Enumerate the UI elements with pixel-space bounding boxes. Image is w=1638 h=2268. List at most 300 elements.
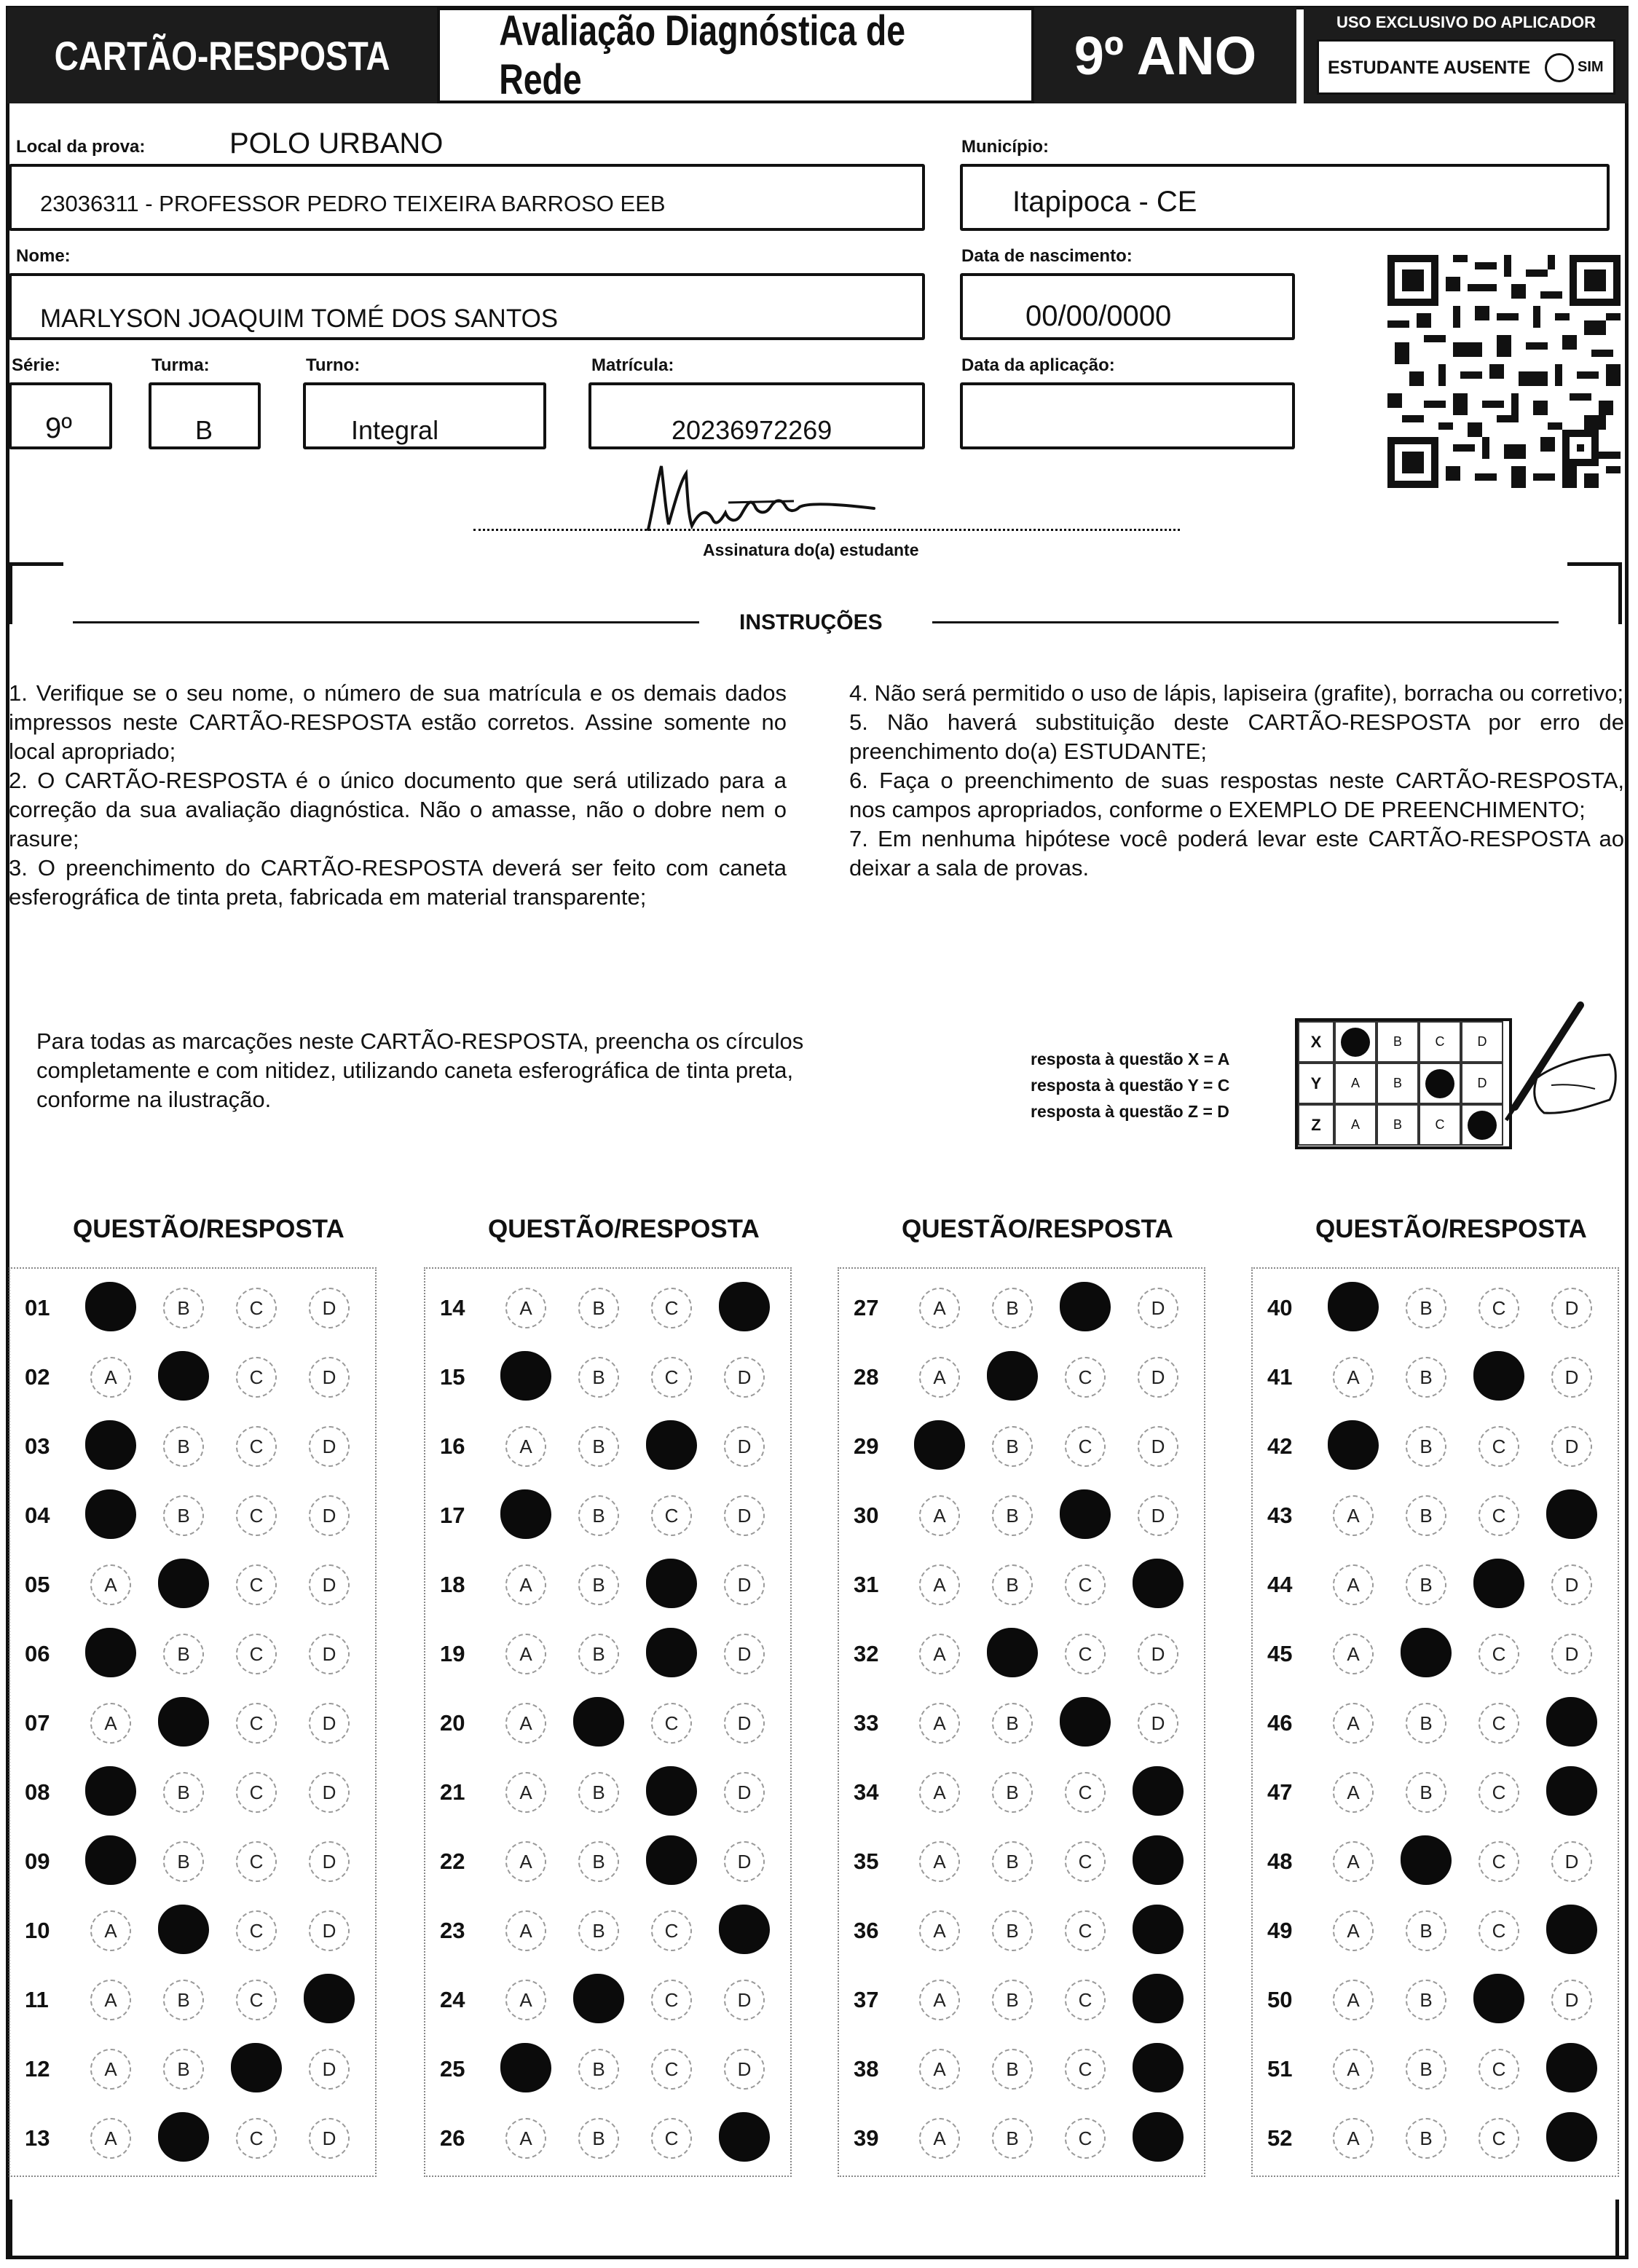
question-row (839, 1273, 1204, 1342)
answer-bubble[interactable]: C (236, 1634, 277, 1674)
answer-bubble-filled[interactable] (158, 1351, 209, 1401)
answer-bubble[interactable]: B (1406, 1564, 1446, 1605)
answer-bubble[interactable]: D (724, 1564, 765, 1605)
question-number: 15 (440, 1364, 465, 1390)
question-number: 24 (440, 1987, 465, 2012)
answer-bubble-filled[interactable] (1546, 1905, 1597, 1954)
answer-bubble-filled[interactable] (719, 1282, 770, 1331)
answer-bubble[interactable]: B (578, 1357, 619, 1398)
answer-bubble[interactable]: C (1065, 1564, 1106, 1605)
instruction-4: 4. Não será permitido o uso de lápis, lapiseira (grafite), borracha ou corretivo; (849, 680, 1624, 706)
answer-bubble-filled[interactable] (85, 1766, 136, 1816)
answer-bubble-filled[interactable] (1546, 1697, 1597, 1747)
answer-bubble[interactable]: C (1478, 1772, 1519, 1813)
answer-bubble[interactable]: C (236, 1288, 277, 1328)
answer-bubble[interactable]: B (163, 1495, 204, 1536)
answer-bubble[interactable]: C (651, 1980, 692, 2020)
answer-bubble[interactable]: D (309, 1426, 350, 1467)
answer-bubble[interactable]: B (992, 2118, 1033, 2159)
answer-bubble[interactable]: A (505, 1634, 546, 1674)
answer-bubble[interactable]: A (919, 1634, 960, 1674)
answer-bubble[interactable]: A (1333, 2049, 1374, 2090)
question-row (425, 1827, 790, 1896)
answer-bubble-filled[interactable] (1473, 1559, 1524, 1608)
answer-bubble[interactable]: D (1138, 1495, 1178, 1536)
answer-bubble[interactable]: B (1406, 1288, 1446, 1328)
answer-bubble[interactable]: A (919, 1495, 960, 1536)
bracket-bottom-left (9, 2200, 12, 2259)
answer-bubble[interactable]: B (992, 1980, 1033, 2020)
turno-label: Turno: (306, 355, 361, 375)
answer-bubble-filled[interactable] (1060, 1282, 1111, 1331)
question-number: 09 (25, 1848, 50, 1874)
example-option-letter: B (1393, 1117, 1402, 1132)
answer-bubble[interactable]: B (578, 2049, 619, 2090)
example-line-y: resposta à questão Y = C (1031, 1076, 1230, 1095)
answer-bubble[interactable]: D (309, 1910, 350, 1951)
answer-bubble[interactable]: D (309, 1634, 350, 1674)
answer-bubble[interactable]: A (919, 1841, 960, 1882)
answer-bubble[interactable]: D (724, 1426, 765, 1467)
answer-bubble[interactable]: A (505, 1841, 546, 1882)
example-option-cell (1334, 1021, 1377, 1063)
example-option-letter: D (1477, 1076, 1487, 1090)
answer-bubble-filled[interactable] (158, 1697, 209, 1747)
answer-bubble[interactable]: C (1065, 1634, 1106, 1674)
answer-bubble[interactable]: C (651, 1288, 692, 1328)
answer-bubble[interactable]: B (1406, 1772, 1446, 1813)
exam-title: Avaliação Diagnóstica de Rede (437, 7, 1034, 103)
answer-bubble[interactable]: B (1406, 1426, 1446, 1467)
answer-bubble[interactable]: C (651, 1910, 692, 1951)
example-table (1295, 1018, 1512, 1149)
answers-header: QUESTÃO/RESPOSTA (73, 1215, 344, 1243)
question-number: 05 (25, 1572, 50, 1597)
answer-bubble[interactable]: A (90, 1703, 131, 1744)
answer-bubble-filled[interactable] (500, 2043, 551, 2092)
applicator-title: USO EXCLUSIVO DO APLICADOR (1336, 13, 1596, 31)
answer-bubble[interactable]: B (992, 1564, 1033, 1605)
answer-bubble-filled[interactable] (719, 2112, 770, 2162)
answer-bubble[interactable]: C (1478, 1703, 1519, 1744)
instruction-7: 7. Em nenhuma hipótese você poderá levar este CARTÃO-RESPOSTA ao deixar a sala de provas. (849, 826, 1624, 881)
question-row (839, 1550, 1204, 1619)
question-number: 46 (1267, 1710, 1293, 1736)
answer-bubble[interactable]: C (236, 1980, 277, 2020)
answer-bubble[interactable]: A (90, 1564, 131, 1605)
aplicacao-box (960, 382, 1295, 449)
answer-bubble[interactable]: B (992, 1841, 1033, 1882)
question-number: 22 (440, 1848, 465, 1874)
answer-bubble[interactable]: C (1065, 1357, 1106, 1398)
answer-bubble[interactable]: C (1065, 1980, 1106, 2020)
answer-bubble[interactable]: C (1478, 2118, 1519, 2159)
answer-bubble-filled[interactable] (231, 2043, 282, 2092)
answer-bubble[interactable]: A (919, 1910, 960, 1951)
answer-bubble[interactable]: B (992, 1288, 1033, 1328)
answer-bubble-filled[interactable] (1328, 1282, 1379, 1331)
question-number: 49 (1267, 1918, 1293, 1943)
answer-bubble[interactable]: B (1406, 2049, 1446, 2090)
answer-bubble[interactable]: C (1478, 1495, 1519, 1536)
answer-bubble[interactable]: D (724, 1772, 765, 1813)
question-number: 44 (1267, 1572, 1293, 1597)
answer-bubble[interactable]: A (919, 2049, 960, 2090)
answer-bubble[interactable]: D (724, 1703, 765, 1744)
question-row (10, 2034, 375, 2103)
question-number: 43 (1267, 1503, 1293, 1528)
answer-bubble-filled[interactable] (1133, 2112, 1184, 2162)
answer-bubble[interactable]: D (1138, 1703, 1178, 1744)
answer-bubble[interactable]: C (236, 2118, 277, 2159)
answer-bubble[interactable]: B (1406, 2118, 1446, 2159)
answer-bubble[interactable]: C (1065, 1910, 1106, 1951)
answer-bubble-filled[interactable] (158, 2112, 209, 2162)
answer-bubble[interactable]: B (578, 2118, 619, 2159)
example-option-cell (1334, 1104, 1377, 1146)
local-value: POLO URBANO (229, 127, 444, 160)
answer-bubble[interactable]: C (651, 1357, 692, 1398)
answer-bubble[interactable]: C (651, 1703, 692, 1744)
question-number: 38 (854, 2056, 879, 2082)
question-row (10, 1827, 375, 1896)
answer-bubble-filled[interactable] (1546, 2043, 1597, 2092)
answer-bubble-filled[interactable] (1133, 1559, 1184, 1608)
answer-bubble[interactable]: B (578, 1634, 619, 1674)
answer-bubble[interactable]: A (505, 2118, 546, 2159)
example-option-cell (1377, 1104, 1419, 1146)
answer-bubble[interactable]: D (309, 2049, 350, 2090)
matricula-label: Matrícula: (591, 355, 674, 375)
question-number: 36 (854, 1918, 879, 1943)
answer-bubble-filled[interactable] (646, 1628, 697, 1677)
answer-bubble[interactable]: A (919, 1703, 960, 1744)
answer-bubble-filled[interactable] (158, 1905, 209, 1954)
answer-bubble[interactable]: B (1406, 1980, 1446, 2020)
question-number: 07 (25, 1710, 50, 1736)
answer-bubble[interactable]: A (505, 1772, 546, 1813)
answer-bubble[interactable]: B (578, 1841, 619, 1882)
answer-bubble[interactable]: D (309, 1357, 350, 1398)
bracket-left (9, 562, 63, 624)
answer-bubble-filled[interactable] (1401, 1835, 1452, 1885)
answer-bubble[interactable]: D (309, 2118, 350, 2159)
question-row (10, 1619, 375, 1688)
question-number: 26 (440, 2125, 465, 2151)
question-number: 04 (25, 1503, 50, 1528)
municipio-value: Itapipoca - CE (1012, 186, 1197, 218)
answer-bubble[interactable]: C (236, 1841, 277, 1882)
question-number: 18 (440, 1572, 465, 1597)
answer-bubble-filled[interactable] (646, 1559, 697, 1608)
answer-bubble-filled[interactable] (1328, 1420, 1379, 1470)
answer-bubble[interactable]: B (992, 1703, 1033, 1744)
answer-bubble[interactable]: D (309, 1495, 350, 1536)
question-row (10, 1411, 375, 1481)
answer-bubble-filled[interactable] (987, 1351, 1038, 1401)
answer-bubble[interactable]: A (1333, 1772, 1374, 1813)
absent-box (1317, 39, 1615, 95)
answer-bubble[interactable]: A (505, 1564, 546, 1605)
answer-column (424, 1267, 792, 2177)
answer-bubble[interactable]: B (163, 1980, 204, 2020)
answer-bubble[interactable]: D (1138, 1634, 1178, 1674)
example-option-cell (1377, 1021, 1419, 1063)
answer-bubble[interactable]: A (1333, 1980, 1374, 2020)
answer-bubble[interactable]: B (163, 2049, 204, 2090)
answer-bubble[interactable]: C (236, 1772, 277, 1813)
question-number: 12 (25, 2056, 50, 2082)
example-option-letter: A (1350, 1117, 1360, 1132)
answer-bubble-filled[interactable] (1546, 1766, 1597, 1816)
question-number: 45 (1267, 1641, 1293, 1666)
question-number: 51 (1267, 2056, 1293, 2082)
question-row (1253, 2034, 1618, 2103)
instructions-rule-left (73, 621, 699, 623)
answer-bubble[interactable]: D (309, 1288, 350, 1328)
answer-bubble[interactable]: D (309, 1703, 350, 1744)
answer-bubble-filled[interactable] (987, 1628, 1038, 1677)
question-row (10, 2103, 375, 2173)
answer-bubble[interactable]: D (724, 1634, 765, 1674)
answer-bubble[interactable]: B (578, 1288, 619, 1328)
answer-bubble[interactable]: D (309, 1841, 350, 1882)
instructions-rule-right (932, 621, 1559, 623)
answer-bubble[interactable]: B (578, 1564, 619, 1605)
answer-bubble[interactable]: C (651, 2049, 692, 2090)
answer-bubble[interactable]: C (1478, 1841, 1519, 1882)
example-row-label: X (1298, 1021, 1334, 1063)
answer-bubble-filled[interactable] (85, 1282, 136, 1331)
question-row (10, 1273, 375, 1342)
answer-bubble[interactable]: D (1551, 1634, 1592, 1674)
answer-bubble[interactable]: A (505, 1426, 546, 1467)
answer-column (9, 1267, 377, 2177)
local-label: Local da prova: (16, 137, 146, 157)
answer-bubble[interactable]: C (651, 1495, 692, 1536)
answer-bubble[interactable]: B (578, 1910, 619, 1951)
answer-bubble[interactable]: A (1333, 1564, 1374, 1605)
answer-bubble[interactable]: D (309, 1564, 350, 1605)
answer-bubble[interactable]: C (1065, 1772, 1106, 1813)
answer-bubble[interactable]: B (1406, 1703, 1446, 1744)
question-row (839, 1896, 1204, 1965)
answer-bubble[interactable]: D (1138, 1357, 1178, 1398)
answer-bubble-filled[interactable] (573, 1974, 624, 2023)
answer-bubble[interactable]: B (1406, 1910, 1446, 1951)
answer-bubble[interactable]: B (992, 1426, 1033, 1467)
answer-bubble[interactable]: B (1406, 1495, 1446, 1536)
answer-bubble[interactable]: C (236, 1495, 277, 1536)
question-row (425, 2034, 790, 2103)
absent-bubble[interactable] (1545, 53, 1574, 82)
applicator-panel (1304, 7, 1629, 103)
answers-header: QUESTÃO/RESPOSTA (488, 1215, 760, 1243)
answer-bubble[interactable]: B (163, 1841, 204, 1882)
answer-bubble-filled[interactable] (1473, 1351, 1524, 1401)
answer-bubble[interactable]: A (919, 2118, 960, 2159)
answer-bubble[interactable]: D (724, 1357, 765, 1398)
question-number: 35 (854, 1848, 879, 1874)
answer-bubble[interactable]: A (919, 1288, 960, 1328)
answer-bubble-filled[interactable] (1060, 1489, 1111, 1539)
answer-bubble[interactable]: B (578, 1772, 619, 1813)
answer-bubble[interactable]: D (724, 1841, 765, 1882)
answer-bubble[interactable]: D (724, 1495, 765, 1536)
answer-bubble[interactable]: A (505, 1703, 546, 1744)
question-number: 23 (440, 1918, 465, 1943)
answer-bubble-filled[interactable] (573, 1697, 624, 1747)
answer-bubble[interactable]: C (236, 1357, 277, 1398)
answer-bubble[interactable]: D (724, 1980, 765, 2020)
answer-bubble[interactable]: D (1551, 1564, 1592, 1605)
answer-bubble[interactable]: B (163, 1634, 204, 1674)
question-number: 52 (1267, 2125, 1293, 2151)
answer-bubble[interactable]: C (236, 1703, 277, 1744)
answer-bubble-filled[interactable] (1133, 1905, 1184, 1954)
answer-bubble[interactable]: C (1478, 1426, 1519, 1467)
answer-bubble[interactable]: C (236, 1426, 277, 1467)
answer-bubble[interactable]: C (651, 2118, 692, 2159)
question-number: 34 (854, 1779, 879, 1805)
answer-bubble-filled[interactable] (1401, 1628, 1452, 1677)
school-value: 23036311 - PROFESSOR PEDRO TEIXEIRA BARROSO EEB (40, 191, 666, 216)
answer-bubble[interactable]: A (1333, 1357, 1374, 1398)
answer-bubble[interactable]: B (578, 1495, 619, 1536)
answer-bubble[interactable]: D (1138, 1426, 1178, 1467)
question-number: 14 (440, 1295, 465, 1320)
answer-bubble[interactable]: D (1551, 1357, 1592, 1398)
answer-bubble[interactable]: C (1065, 2049, 1106, 2090)
answer-bubble-filled[interactable] (1060, 1697, 1111, 1747)
instructions-left (9, 679, 787, 912)
question-row (10, 1688, 375, 1757)
question-row (425, 1481, 790, 1550)
answer-bubble[interactable]: C (1478, 2049, 1519, 2090)
answer-bubble[interactable]: A (1333, 2118, 1374, 2159)
answer-bubble[interactable]: B (1406, 1357, 1446, 1398)
answer-bubble[interactable]: B (163, 1288, 204, 1328)
answer-bubble-filled[interactable] (1133, 1974, 1184, 2023)
question-row (425, 2103, 790, 2173)
answer-bubble[interactable]: B (992, 2049, 1033, 2090)
answer-bubble[interactable]: D (309, 1772, 350, 1813)
answer-bubble[interactable]: C (1478, 1634, 1519, 1674)
answer-bubble[interactable]: B (992, 1495, 1033, 1536)
answer-bubble[interactable]: B (163, 1426, 204, 1467)
answer-bubble-filled[interactable] (85, 1420, 136, 1470)
answer-bubble[interactable]: A (90, 1357, 131, 1398)
answer-bubble-filled[interactable] (500, 1351, 551, 1401)
example-option-letter: C (1435, 1117, 1445, 1132)
answer-bubble[interactable]: A (1333, 1841, 1374, 1882)
question-number: 03 (25, 1433, 50, 1459)
answer-bubble-filled[interactable] (1546, 2112, 1597, 2162)
answer-bubble-filled[interactable] (1133, 2043, 1184, 2092)
answer-bubble[interactable]: C (236, 1910, 277, 1951)
answer-bubble-filled[interactable] (914, 1420, 965, 1470)
answer-bubble[interactable]: C (1065, 1841, 1106, 1882)
answer-bubble-filled[interactable] (500, 1489, 551, 1539)
question-number: 17 (440, 1503, 465, 1528)
answer-bubble[interactable]: A (90, 2118, 131, 2159)
answer-bubble[interactable]: C (1478, 1910, 1519, 1951)
question-row (425, 1757, 790, 1827)
answer-bubble[interactable]: C (1065, 2118, 1106, 2159)
question-row (839, 1619, 1204, 1688)
answer-bubble[interactable]: A (1333, 1634, 1374, 1674)
answer-bubble-filled[interactable] (1473, 1974, 1524, 2023)
answer-bubble-filled[interactable] (85, 1628, 136, 1677)
answer-bubble[interactable]: A (505, 1910, 546, 1951)
answer-bubble[interactable]: A (1333, 1910, 1374, 1951)
answer-bubble[interactable]: A (90, 2049, 131, 2090)
question-row (425, 1342, 790, 1411)
answer-bubble[interactable]: B (992, 1772, 1033, 1813)
answer-bubble[interactable]: A (90, 1980, 131, 2020)
question-row (839, 2103, 1204, 2173)
answer-bubble-filled[interactable] (304, 1974, 355, 2023)
answer-bubble[interactable]: A (1333, 1703, 1374, 1744)
answer-bubble[interactable]: A (919, 1772, 960, 1813)
question-number: 01 (25, 1295, 50, 1320)
answer-bubble[interactable]: A (505, 1288, 546, 1328)
answer-bubble[interactable]: D (1551, 1841, 1592, 1882)
answer-bubble[interactable]: B (992, 1910, 1033, 1951)
answer-bubble[interactable]: D (1551, 1426, 1592, 1467)
answer-bubble[interactable]: B (163, 1772, 204, 1813)
answer-bubble[interactable]: A (505, 1980, 546, 2020)
answer-bubble-filled[interactable] (1546, 1489, 1597, 1539)
answer-bubble-filled[interactable] (158, 1559, 209, 1608)
answer-bubble-filled[interactable] (1133, 1766, 1184, 1816)
answer-bubble[interactable]: C (236, 1564, 277, 1605)
answer-bubble[interactable]: A (919, 1357, 960, 1398)
instruction-6: 6. Faça o preenchimento de suas respostas neste CARTÃO-RESPOSTA, nos campos apropriados, conforme o EXEMPLO DE PREENCHIMENTO; (849, 768, 1624, 822)
answer-bubble[interactable]: D (724, 2049, 765, 2090)
answer-bubble-filled[interactable] (719, 1905, 770, 1954)
answer-bubble-filled[interactable] (85, 1835, 136, 1885)
answer-bubble[interactable]: A (1333, 1495, 1374, 1536)
question-number: 28 (854, 1364, 879, 1390)
question-row (425, 1273, 790, 1342)
question-number: 30 (854, 1503, 879, 1528)
answer-bubble-filled[interactable] (646, 1766, 697, 1816)
answer-bubble[interactable]: D (1551, 1288, 1592, 1328)
answer-bubble[interactable]: B (578, 1426, 619, 1467)
answer-bubble-filled[interactable] (646, 1835, 697, 1885)
qr-code (1387, 255, 1621, 488)
question-row (425, 1965, 790, 2034)
answer-bubble[interactable]: C (1065, 1426, 1106, 1467)
question-row (839, 1481, 1204, 1550)
answer-bubble[interactable]: D (1138, 1288, 1178, 1328)
answer-bubble[interactable]: A (919, 1564, 960, 1605)
answer-bubble[interactable]: A (919, 1980, 960, 2020)
pen-illustration-icon (1486, 998, 1624, 1136)
answer-bubble[interactable]: A (90, 1910, 131, 1951)
answer-bubble[interactable]: D (1551, 1980, 1592, 2020)
question-number: 40 (1267, 1295, 1293, 1320)
answer-bubble-filled[interactable] (646, 1420, 697, 1470)
question-number: 39 (854, 2125, 879, 2151)
question-row (425, 1550, 790, 1619)
question-row (1253, 1481, 1618, 1550)
answer-bubble-filled[interactable] (1133, 1835, 1184, 1885)
answer-bubble-filled[interactable] (85, 1489, 136, 1539)
answer-bubble[interactable]: C (1478, 1288, 1519, 1328)
instructions-right (849, 679, 1624, 883)
